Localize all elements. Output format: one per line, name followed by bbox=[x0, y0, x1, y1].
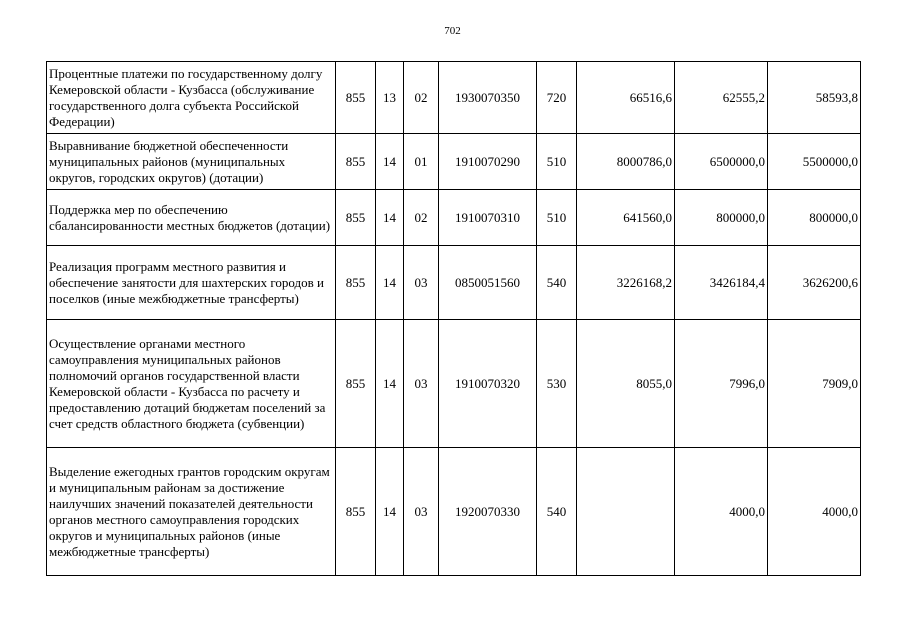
subsection-code: 03 bbox=[404, 448, 439, 576]
subsection-code: 01 bbox=[404, 134, 439, 190]
table-row bbox=[47, 62, 861, 134]
row-description: Процентные платежи по государственному долгу Кемеровской области - Кузбасса (обслуживание государственного долга субъекта Российской Федерации) bbox=[47, 62, 336, 134]
table-body bbox=[47, 62, 861, 576]
amount-year3: 7909,0 bbox=[768, 320, 861, 448]
amount-year3: 800000,0 bbox=[768, 190, 861, 246]
expense-type-code: 540 bbox=[537, 448, 577, 576]
row-description: Выравнивание бюджетной обеспеченности муниципальных районов (муниципальных округов, городских округов) (дотации) bbox=[47, 134, 336, 190]
expense-type-code: 510 bbox=[537, 190, 577, 246]
expense-type-code: 530 bbox=[537, 320, 577, 448]
section-code: 14 bbox=[376, 246, 404, 320]
amount-year1 bbox=[577, 448, 675, 576]
amount-year2: 3426184,4 bbox=[675, 246, 768, 320]
section-code: 14 bbox=[376, 448, 404, 576]
budget-table bbox=[46, 61, 861, 576]
page-number: 702 bbox=[444, 25, 461, 37]
target-article-code: 1910070320 bbox=[439, 320, 537, 448]
amount-year3: 58593,8 bbox=[768, 62, 861, 134]
amount-year3: 4000,0 bbox=[768, 448, 861, 576]
amount-year3: 3626200,6 bbox=[768, 246, 861, 320]
subsection-code: 03 bbox=[404, 320, 439, 448]
amount-year2: 6500000,0 bbox=[675, 134, 768, 190]
amount-year2: 4000,0 bbox=[675, 448, 768, 576]
expense-type-code: 540 bbox=[537, 246, 577, 320]
ministry-code: 855 bbox=[336, 320, 376, 448]
section-code: 14 bbox=[376, 190, 404, 246]
row-description: Поддержка мер по обеспечению сбалансированности местных бюджетов (дотации) bbox=[47, 190, 336, 246]
amount-year1: 8000786,0 bbox=[577, 134, 675, 190]
target-article-code: 0850051560 bbox=[439, 246, 537, 320]
ministry-code: 855 bbox=[336, 62, 376, 134]
amount-year3: 5500000,0 bbox=[768, 134, 861, 190]
ministry-code: 855 bbox=[336, 134, 376, 190]
table-row bbox=[47, 320, 861, 448]
amount-year2: 62555,2 bbox=[675, 62, 768, 134]
subsection-code: 02 bbox=[404, 62, 439, 134]
ministry-code: 855 bbox=[336, 448, 376, 576]
subsection-code: 03 bbox=[404, 246, 439, 320]
ministry-code: 855 bbox=[336, 190, 376, 246]
amount-year2: 800000,0 bbox=[675, 190, 768, 246]
section-code: 14 bbox=[376, 134, 404, 190]
amount-year1: 3226168,2 bbox=[577, 246, 675, 320]
target-article-code: 1910070290 bbox=[439, 134, 537, 190]
expense-type-code: 720 bbox=[537, 62, 577, 134]
amount-year2: 7996,0 bbox=[675, 320, 768, 448]
table-row bbox=[47, 448, 861, 576]
target-article-code: 1920070330 bbox=[439, 448, 537, 576]
target-article-code: 1910070310 bbox=[439, 190, 537, 246]
subsection-code: 02 bbox=[404, 190, 439, 246]
amount-year1: 641560,0 bbox=[577, 190, 675, 246]
amount-year1: 8055,0 bbox=[577, 320, 675, 448]
ministry-code: 855 bbox=[336, 246, 376, 320]
table-row bbox=[47, 134, 861, 190]
section-code: 13 bbox=[376, 62, 404, 134]
row-description: Осуществление органами местного самоуправления муниципальных районов полномочий органов государственной власти Кемеровской области - Кузбасса по расчету и предоставлению дотаций бюджетам поселений за счет средств областного бюджета (субвенции) bbox=[47, 320, 336, 448]
expense-type-code: 510 bbox=[537, 134, 577, 190]
section-code: 14 bbox=[376, 320, 404, 448]
table-row bbox=[47, 246, 861, 320]
amount-year1: 66516,6 bbox=[577, 62, 675, 134]
target-article-code: 1930070350 bbox=[439, 62, 537, 134]
table-row bbox=[47, 190, 861, 246]
row-description: Реализация программ местного развития и обеспечение занятости для шахтерских городов и поселков (иные межбюджетные трансферты) bbox=[47, 246, 336, 320]
row-description: Выделение ежегодных грантов городским округам и муниципальным районам за достижение наилучших значений показателей деятельности органов местного самоуправления городских округов и муниципальных районов (иные межбюджетные трансферты) bbox=[47, 448, 336, 576]
